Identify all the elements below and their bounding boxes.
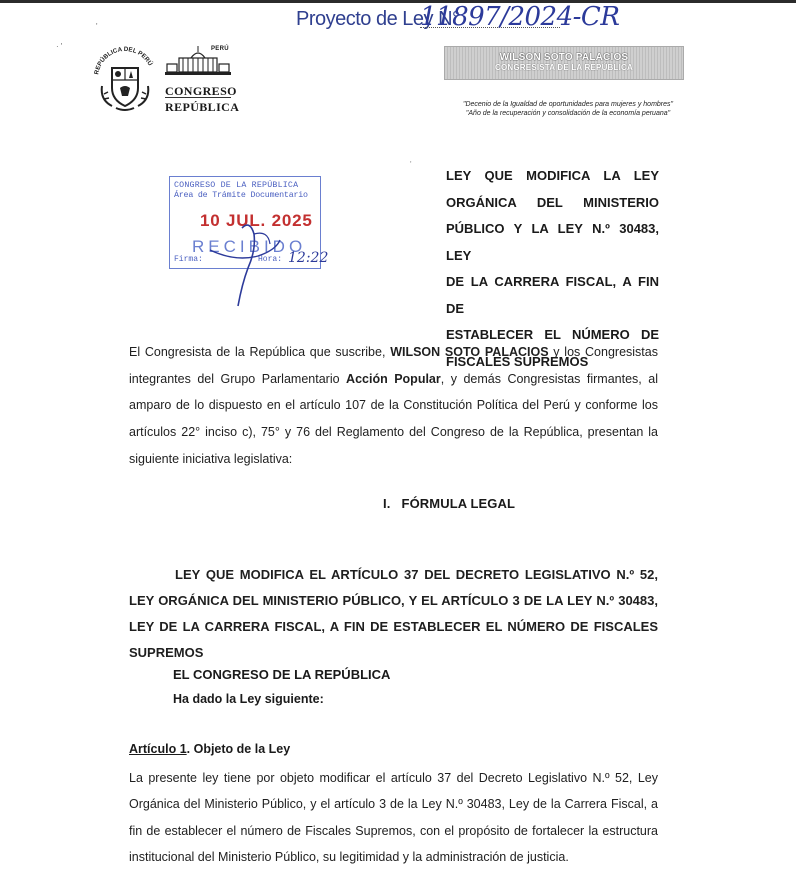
scan-speck: ' [410, 160, 412, 169]
congreso-peru-label: PERÚ [211, 46, 229, 52]
article-1-title: . Objeto de la Ley [186, 742, 291, 756]
intro-text: , y demás Congresistas firmantes, al amparo de lo dispuesto en el artículo 107 de la Constitución Política del Perú y conforme los artículos 22° inciso c), 75° y 76 del Reglamento del Congreso de la República, presentan la siguiente iniciativa legislativa: [129, 371, 658, 466]
stamp-institution: CONGRESO DE LA REPÚBLICA [174, 181, 299, 190]
page-top-border [0, 0, 796, 3]
proyecto-ley-header [296, 2, 620, 32]
intro-text: El Congresista de la República que suscribe, [129, 345, 391, 359]
svg-text:REPÚBLICA DEL PERÚ: REPÚBLICA DEL PERÚ [93, 45, 154, 76]
stamp-received: RECIBIDO [192, 237, 307, 256]
proyecto-label: Proyecto de Ley N° [296, 8, 460, 30]
congreso-heading: EL CONGRESO DE LA REPÚBLICA [173, 667, 391, 682]
intro-party-name: Acción Popular [346, 371, 441, 386]
intro-paragraph [129, 339, 658, 473]
bill-title-line: PÚBLICO Y LA LEY N.º 30483, LEY [446, 221, 659, 263]
bill-title-line: ORGÁNICA DEL MINISTERIO [446, 194, 659, 210]
logo-rule [165, 97, 231, 98]
proyecto-number-handwritten: 11897/2024-CR [420, 2, 620, 32]
bill-title-line: FISCALES SUPREMOS [446, 353, 589, 369]
congressman-nameplate [444, 46, 684, 80]
decenio-line: "Decenio de la Igualdad de oportunidades para mujeres y hombres" [462, 101, 674, 108]
article-1-heading [129, 742, 290, 756]
decenio-motto [440, 100, 696, 118]
bill-title-line: LEY QUE MODIFICA LA LEY [446, 168, 659, 183]
intro-congressman-name: WILSON SOTO PALACIOS [390, 345, 549, 359]
intro-text: y los Congresistas integrantes del Grupo Parlamentario [129, 345, 658, 386]
article-1-body: La presente ley tiene por objeto modificar el artículo 37 del Decreto Legislativo N.º 52, Ley Orgánica del Ministerio Público, y el artículo 3 de la Ley N.º 30483, Ley de la Carrera Fiscal, a fin de establecer el número de Fiscales Supremos, con el propósito de fortalecer la estructura institucional del Ministerio Público, su legitimidad y la administración de justicia. [129, 771, 658, 864]
republica-word: REPÚBLICA [165, 100, 240, 114]
scan-speck: · ' [56, 42, 63, 51]
law-title: LEY QUE MODIFICA EL ARTÍCULO 37 DEL DECRETO LEGISLATIVO N.º 52, LEY ORGÁNICA DEL MINISTERIO PÚBLICO, Y EL ARTÍCULO 3 DE LA LEY N.º 30483, LEY DE LA CARRERA FISCAL, A FIN DE ESTABLECER EL NÚMERO DE FISCALES SUPREMOS [129, 567, 658, 660]
year-motto-line: "Año de la recuperación y consolidación de la economía peruana" [465, 110, 671, 117]
stamp-date: 10 JUL. 2025 [200, 211, 313, 230]
congreso-republica-logo [163, 44, 241, 116]
congreso-word: CONGRESO [165, 84, 237, 98]
escudo-peru-logo [90, 44, 160, 114]
congressman-role: CONGRESISTA DE LA REPÚBLICA [495, 63, 633, 72]
stamp-hora-label: Hora: [258, 255, 283, 264]
stamp-firma-label: Firma: [174, 255, 203, 264]
section-title: I. FÓRMULA LEGAL [383, 496, 516, 511]
stamp-department: Área de Trámite Documentario [174, 191, 308, 200]
ha-dado-heading: Ha dado la Ley siguiente: [173, 692, 324, 706]
bill-title-line: DE LA CARRERA FISCAL, A FIN DE [446, 274, 659, 316]
handwritten-signature [180, 210, 330, 310]
stamp-hora-value: 12:22 [288, 250, 329, 266]
article-1-label: Artículo 1 [129, 742, 187, 756]
congressman-name: WILSON SOTO PALACIOS [499, 52, 629, 63]
scan-speck: ' [96, 22, 98, 31]
bill-title-line: ESTABLECER EL NÚMERO DE [446, 327, 659, 342]
